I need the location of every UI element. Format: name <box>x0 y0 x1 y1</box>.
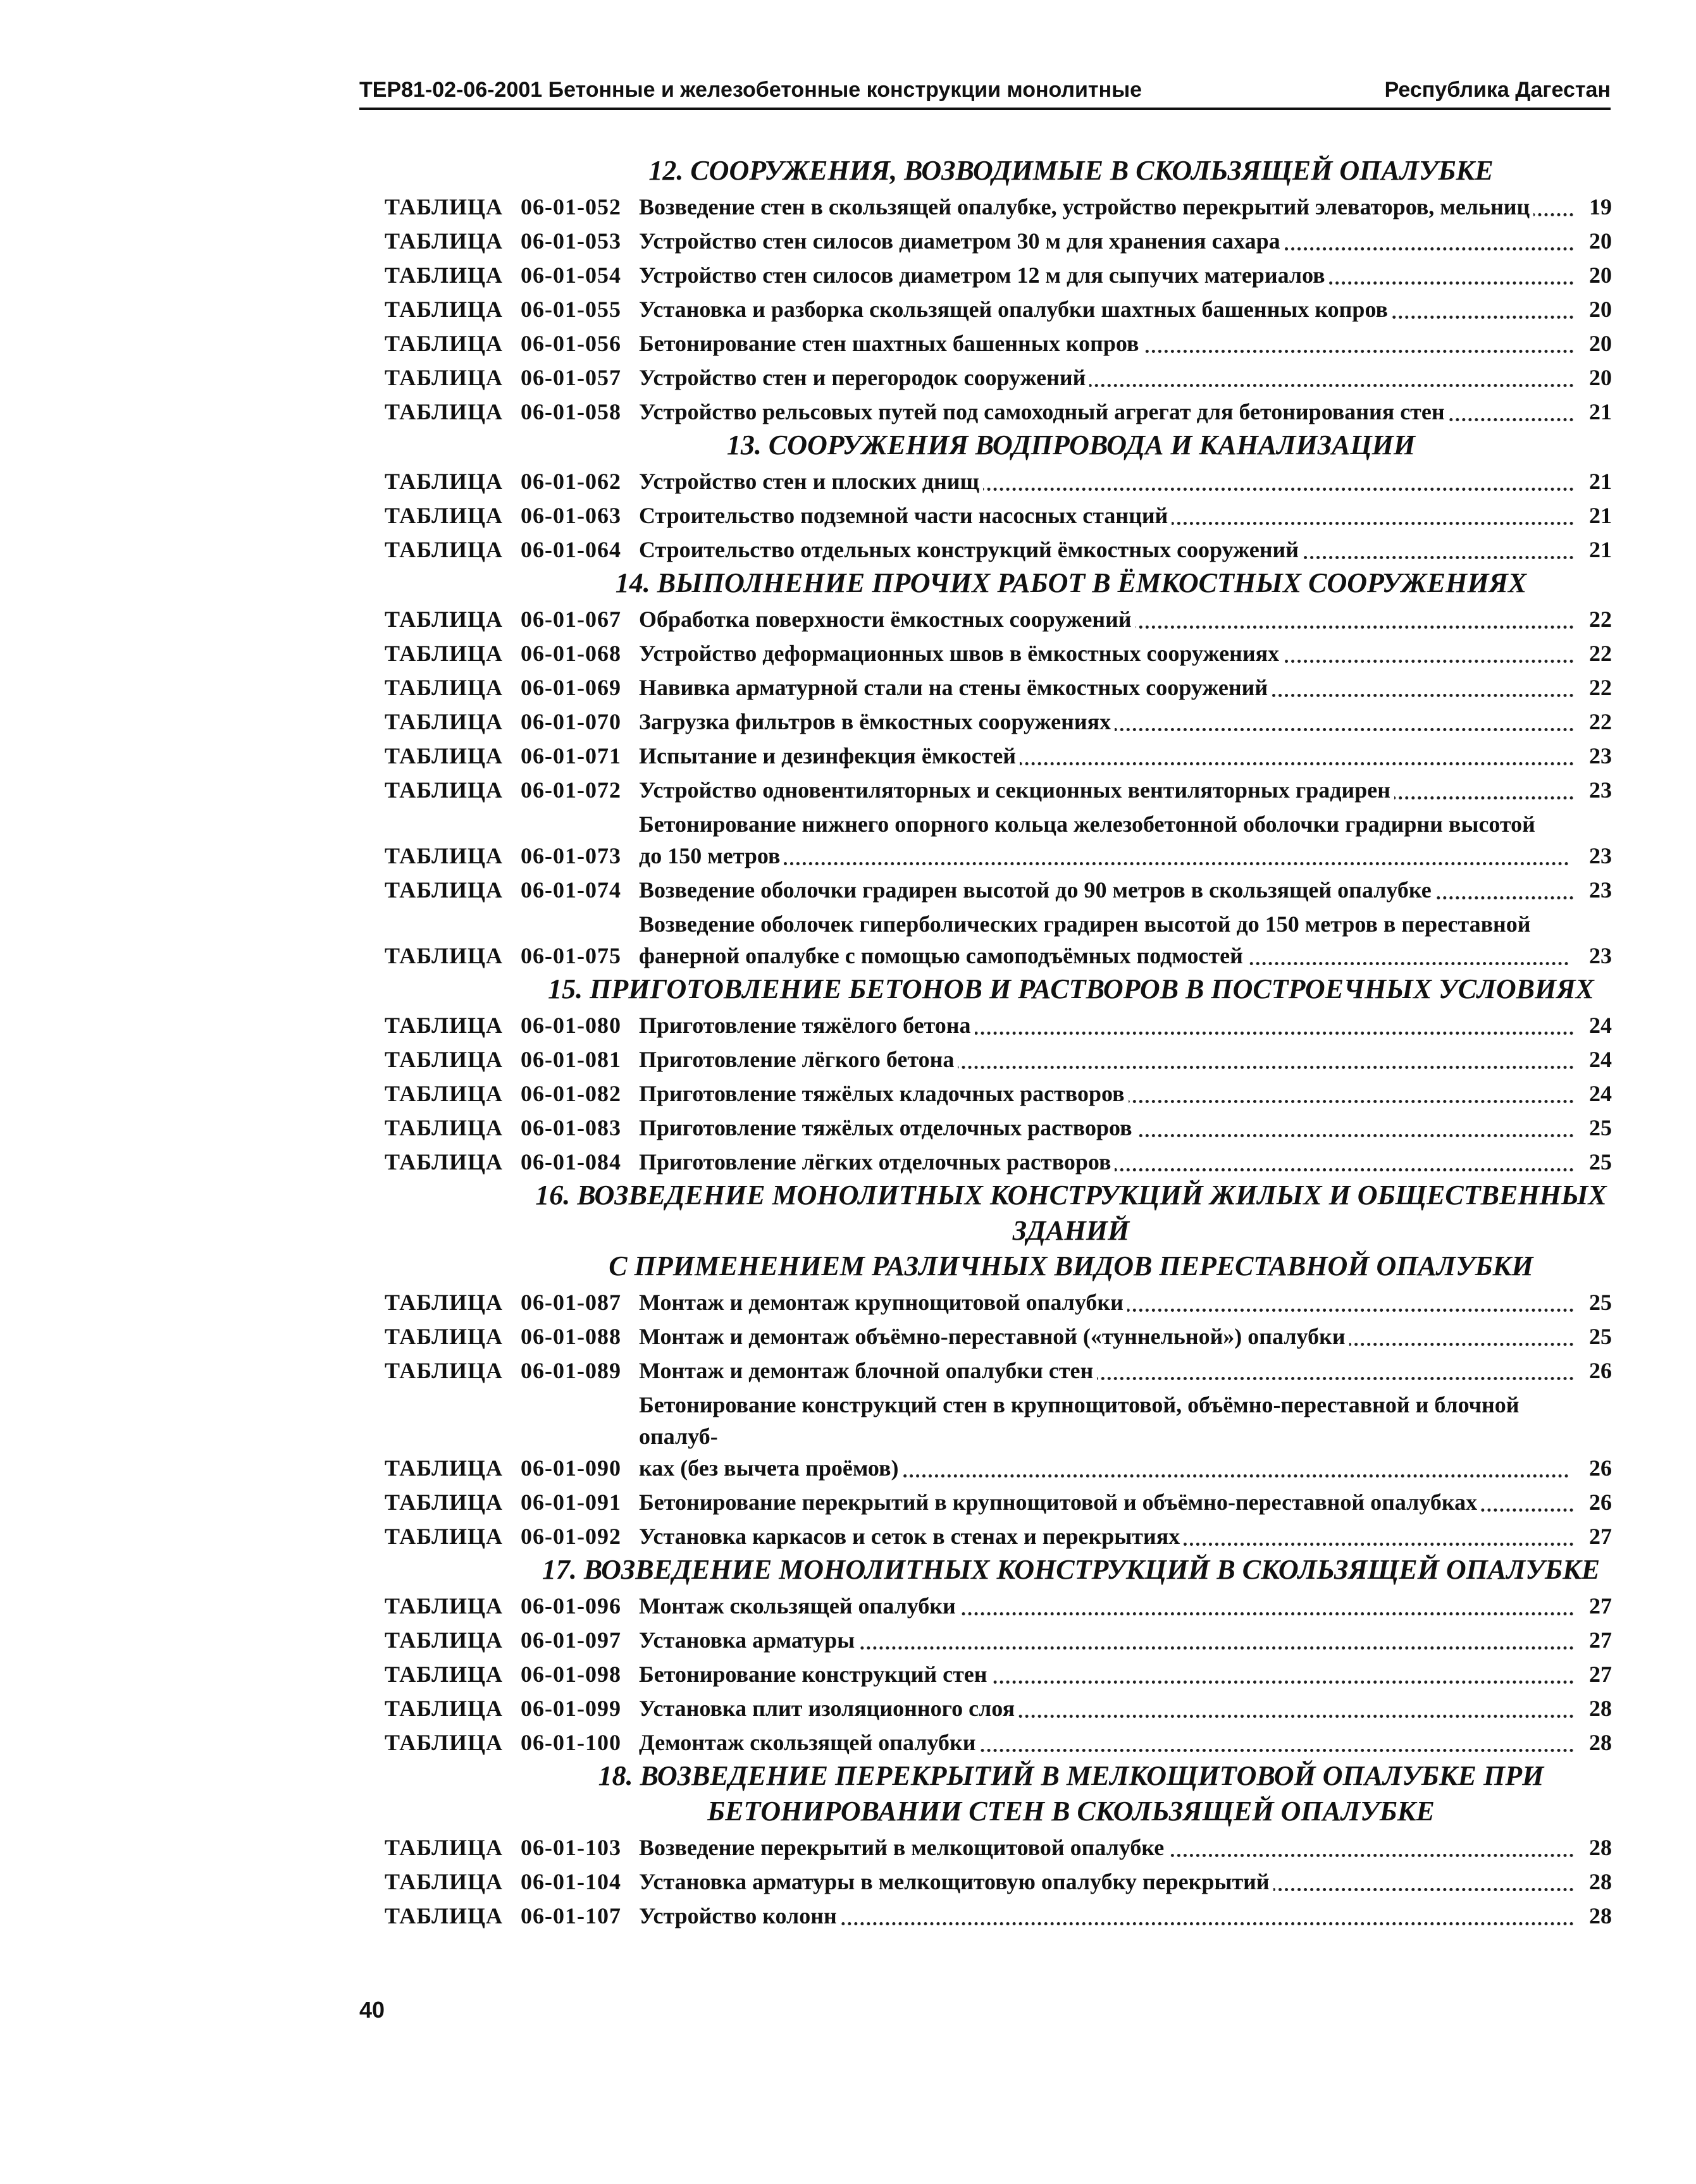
entry-title-line1: Бетонирование нижнего опорного кольца железобетонной оболочки градирни высотой <box>639 811 1535 837</box>
entry-code: 06-01-069 <box>521 675 621 700</box>
entry-keyword: ТАБЛИЦА <box>385 1730 503 1755</box>
entry-page-number: 28 <box>1589 1730 1612 1755</box>
entry-keyword: ТАБЛИЦА <box>385 675 503 700</box>
entry-code: 06-01-089 <box>521 1358 621 1383</box>
toc-entry[interactable] <box>385 1078 1612 1109</box>
entry-keyword: ТАБЛИЦА <box>385 194 503 219</box>
toc-entry[interactable] <box>385 1693 1612 1724</box>
entry-keyword: ТАБЛИЦА <box>385 777 503 803</box>
entry-title-text: Приготовление тяжёлых отделочных растворов <box>639 1115 1136 1140</box>
entry-title-text: Установка плит изоляционного слоя <box>639 1696 1018 1721</box>
entry-keyword: ТАБЛИЦА <box>385 1081 503 1106</box>
entry-title-text: Приготовление лёгких отделочных растворов <box>639 1149 1115 1175</box>
entry-page-number: 23 <box>1589 943 1612 968</box>
entry-keyword: ТАБЛИЦА <box>385 1662 503 1687</box>
entry-code: 06-01-057 <box>521 365 621 390</box>
entry-code: 06-01-070 <box>521 709 621 734</box>
entry-code: 06-01-068 <box>521 641 621 666</box>
toc-entry[interactable] <box>385 638 1612 669</box>
entry-title <box>639 740 1574 772</box>
entry-page-number: 25 <box>1589 1324 1612 1349</box>
entry-title-line2: ках (без вычета проёмов) <box>639 1455 902 1481</box>
section-heading: 16. ВОЗВЕДЕНИЕ МОНОЛИТНЫХ КОНСТРУКЦИЙ ЖИЛЫХ И ОБЩЕСТВЕННЫХ ЗДАНИЙ <box>535 1180 1607 1246</box>
entry-title-line2: фанерной опалубке с помощью самоподъёмных подмостей <box>639 943 1247 968</box>
entry-code: 06-01-071 <box>521 743 621 768</box>
entry-code: 06-01-058 <box>521 399 621 424</box>
entry-page-number: 27 <box>1589 1662 1612 1687</box>
entry-title-text: Установка и разборка скользящей опалубки шахтных башенных копров <box>639 297 1392 322</box>
entry-code: 06-01-082 <box>521 1081 621 1106</box>
entry-title-text: Устройство колонн <box>639 1903 841 1928</box>
entry-title <box>639 293 1574 325</box>
entry-title-text: Приготовление тяжёлых кладочных растворов <box>639 1081 1129 1106</box>
entry-title <box>639 672 1574 703</box>
entry-page-number: 28 <box>1589 1903 1612 1928</box>
toc-entry[interactable] <box>385 1009 1612 1041</box>
entry-title <box>639 225 1574 257</box>
entry-keyword: ТАБЛИЦА <box>385 262 503 288</box>
entry-title <box>639 874 1574 906</box>
entry-keyword: ТАБЛИЦА <box>385 709 503 734</box>
entry-keyword: ТАБЛИЦА <box>385 1524 503 1549</box>
entry-title-text: Устройство рельсовых путей под самоходный агрегат для бетонирования стен <box>639 399 1449 424</box>
entry-page-number: 24 <box>1589 1081 1612 1106</box>
entry-code: 06-01-062 <box>521 469 621 494</box>
toc-entry[interactable] <box>385 328 1612 359</box>
entry-code: 06-01-083 <box>521 1115 621 1140</box>
entry-title-text: Строительство подземной части насосных станций <box>639 503 1172 528</box>
entry-title <box>639 259 1574 291</box>
entry-code: 06-01-055 <box>521 297 621 322</box>
page-header <box>359 68 1611 110</box>
entry-code: 06-01-064 <box>521 537 621 562</box>
entry-keyword: ТАБЛИЦА <box>385 331 503 356</box>
toc-entry[interactable] <box>385 1355 1612 1386</box>
entry-page-number: 19 <box>1589 194 1612 219</box>
entry-code: 06-01-084 <box>521 1149 621 1175</box>
entry-title-text: Устройство стен и перегородок сооружений <box>639 365 1089 390</box>
entry-page-number: 21 <box>1589 399 1612 424</box>
entry-title-text: Устройство стен и плоских днищ <box>639 469 983 494</box>
toc-entry[interactable] <box>385 908 1612 972</box>
section-heading: 12. СООРУЖЕНИЯ, ВОЗВОДИМЫЕ В СКОЛЬЗЯЩЕЙ ОПАЛУБКЕ <box>648 155 1494 186</box>
entry-page-number: 20 <box>1589 297 1612 322</box>
entry-title <box>639 1044 1574 1075</box>
entry-title-text: Установка каркасов и сеток в стенах и перекрытиях <box>639 1524 1184 1549</box>
entry-code: 06-01-103 <box>521 1835 621 1860</box>
entry-code: 06-01-092 <box>521 1524 621 1549</box>
entry-code: 06-01-100 <box>521 1730 621 1755</box>
entry-code: 06-01-067 <box>521 607 621 632</box>
entry-keyword: ТАБЛИЦА <box>385 607 503 632</box>
entry-code: 06-01-053 <box>521 228 621 254</box>
entry-page-number: 25 <box>1589 1149 1612 1175</box>
entry-keyword: ТАБЛИЦА <box>385 1593 503 1619</box>
entry-keyword: ТАБЛИЦА <box>385 399 503 424</box>
toc-entry[interactable] <box>385 1321 1612 1352</box>
entry-title-text: Бетонирование стен шахтных башенных копров <box>639 331 1142 356</box>
entry-page-number: 27 <box>1589 1627 1612 1653</box>
toc-entry[interactable] <box>385 1044 1612 1075</box>
entry-title <box>639 1590 1574 1622</box>
entry-keyword: ТАБЛИЦА <box>385 228 503 254</box>
entry-title-text: Установка арматуры в мелкощитовую опалубку перекрытий <box>639 1869 1273 1894</box>
entry-page-number: 23 <box>1589 777 1612 803</box>
entry-code: 06-01-104 <box>521 1869 621 1894</box>
entry-title <box>639 362 1574 393</box>
entry-code: 06-01-054 <box>521 262 621 288</box>
entry-page-number: 23 <box>1589 877 1612 903</box>
toc-entry[interactable] <box>385 603 1612 635</box>
entry-code: 06-01-052 <box>521 194 621 219</box>
entry-code: 06-01-074 <box>521 877 621 903</box>
entry-title <box>639 1078 1574 1109</box>
entry-page-number: 22 <box>1589 607 1612 632</box>
header-region: Республика Дагестан <box>1384 78 1611 102</box>
entry-page-number: 20 <box>1589 365 1612 390</box>
entry-page-number: 28 <box>1589 1835 1612 1860</box>
entry-code: 06-01-056 <box>521 331 621 356</box>
entry-page-number: 27 <box>1589 1593 1612 1619</box>
entry-page-number: 20 <box>1589 262 1612 288</box>
entry-keyword: ТАБЛИЦА <box>385 1013 503 1038</box>
entry-code: 06-01-072 <box>521 777 621 803</box>
entry-title-text: Монтаж и демонтаж блочной опалубки стен <box>639 1358 1097 1383</box>
entry-keyword: ТАБЛИЦА <box>385 1324 503 1349</box>
toc-entry[interactable] <box>385 874 1612 906</box>
section-heading: С ПРИМЕНЕНИЕМ РАЗЛИЧНЫХ ВИДОВ ПЕРЕСТАВНОЙ ОПАЛУБКИ <box>609 1250 1533 1281</box>
entry-page-number: 23 <box>1589 843 1612 868</box>
entry-title-text: Монтаж скользящей опалубки <box>639 1593 960 1619</box>
entry-title-text: Бетонирование конструкций стен <box>639 1662 991 1687</box>
entry-keyword: ТАБЛИЦА <box>385 743 503 768</box>
entry-code: 06-01-075 <box>521 943 621 968</box>
entry-page-number: 28 <box>1589 1869 1612 1894</box>
toc-entry[interactable] <box>385 1866 1612 1897</box>
section-heading: 17. ВОЗВЕДЕНИЕ МОНОЛИТНЫХ КОНСТРУКЦИЙ В СКОЛЬЗЯЩЕЙ ОПАЛУБКЕ <box>542 1554 1600 1585</box>
entry-page-number: 22 <box>1589 675 1612 700</box>
toc-entry[interactable] <box>385 1590 1612 1622</box>
entry-title <box>639 191 1574 223</box>
entry-keyword: ТАБЛИЦА <box>385 1696 503 1721</box>
entry-title <box>639 603 1574 635</box>
section-heading: 13. СООРУЖЕНИЯ ВОДПРОВОДА И КАНАЛИЗАЦИИ <box>726 429 1416 460</box>
entry-keyword: ТАБЛИЦА <box>385 1455 503 1481</box>
entry-title <box>639 1658 1574 1690</box>
toc-entry[interactable] <box>385 706 1612 737</box>
toc-entry[interactable] <box>385 808 1612 872</box>
toc-entry[interactable] <box>385 774 1612 806</box>
toc-entry[interactable] <box>385 1900 1612 1932</box>
entry-keyword: ТАБЛИЦА <box>385 1149 503 1175</box>
entry-title-text: Устройство стен силосов диаметром 12 м для сыпучих материалов <box>639 262 1329 288</box>
entry-title <box>639 1486 1574 1518</box>
entry-code: 06-01-098 <box>521 1662 621 1687</box>
toc-entry[interactable] <box>385 740 1612 772</box>
table-of-contents <box>385 153 1612 1932</box>
entry-keyword: ТАБЛИЦА <box>385 1290 503 1315</box>
entry-page-number: 25 <box>1589 1115 1612 1140</box>
section-heading: 15. ПРИГОТОВЛЕНИЕ БЕТОНОВ И РАСТВОРОВ В ПОСТРОЕЧНЫХ УСЛОВИЯХ <box>548 973 1594 1004</box>
entry-title-line2: до 150 метров <box>639 843 784 868</box>
toc-entry[interactable] <box>385 1624 1612 1656</box>
entry-keyword: ТАБЛИЦА <box>385 943 503 968</box>
toc-entry[interactable] <box>385 466 1612 497</box>
page-number: 40 <box>359 1997 385 2023</box>
entry-keyword: ТАБЛИЦА <box>385 641 503 666</box>
entry-title-text: Демонтаж скользящей опалубки <box>639 1730 980 1755</box>
entry-title <box>639 706 1574 737</box>
entry-keyword: ТАБЛИЦА <box>385 1869 503 1894</box>
entry-code: 06-01-090 <box>521 1455 621 1481</box>
entry-page-number: 23 <box>1589 743 1612 768</box>
entry-page-number: 20 <box>1589 331 1612 356</box>
entry-keyword: ТАБЛИЦА <box>385 843 503 868</box>
entry-code: 06-01-091 <box>521 1490 621 1515</box>
entry-title <box>639 1355 1574 1386</box>
entry-page-number: 26 <box>1589 1490 1612 1515</box>
entry-title <box>639 1624 1574 1656</box>
entry-page-number: 22 <box>1589 641 1612 666</box>
entry-title-text: Бетонирование перекрытий в крупнощитовой и объёмно-переставной опалубках <box>639 1490 1481 1515</box>
entry-code: 06-01-088 <box>521 1324 621 1349</box>
entry-title-text: Строительство отдельных конструкций ёмкостных сооружений <box>639 537 1303 562</box>
entry-title <box>639 908 1574 972</box>
entry-title <box>639 1727 1574 1758</box>
entry-keyword: ТАБЛИЦА <box>385 1903 503 1928</box>
entry-code: 06-01-081 <box>521 1047 621 1072</box>
entry-page-number: 26 <box>1589 1455 1612 1481</box>
entry-title <box>639 1521 1574 1552</box>
entry-page-number: 21 <box>1589 503 1612 528</box>
entry-page-number: 28 <box>1589 1696 1612 1721</box>
entry-title <box>639 1146 1574 1178</box>
toc-entry[interactable] <box>385 1832 1612 1863</box>
entry-title <box>639 1286 1574 1318</box>
toc-entry[interactable] <box>385 500 1612 531</box>
section-heading: 14. ВЫПОЛНЕНИЕ ПРОЧИХ РАБОТ В ЁМКОСТНЫХ СООРУЖЕНИЯХ <box>615 567 1527 598</box>
entry-title <box>639 1832 1574 1863</box>
entry-title <box>639 1866 1574 1897</box>
entry-title <box>639 638 1574 669</box>
entry-title-text: Приготовление тяжёлого бетона <box>639 1013 975 1038</box>
entry-code: 06-01-080 <box>521 1013 621 1038</box>
toc-entry[interactable] <box>385 1112 1612 1144</box>
entry-keyword: ТАБЛИЦА <box>385 877 503 903</box>
entry-code: 06-01-099 <box>521 1696 621 1721</box>
section-heading: 18. ВОЗВЕДЕНИЕ ПЕРЕКРЫТИЙ В МЕЛКОЩИТОВОЙ ОПАЛУБКЕ ПРИ <box>598 1760 1544 1791</box>
toc-entry[interactable] <box>385 1286 1612 1318</box>
entry-title-text: Возведение стен в скользящей опалубке, устройство перекрытий элеваторов, мельниц <box>639 194 1533 219</box>
entry-title <box>639 1693 1574 1724</box>
entry-keyword: ТАБЛИЦА <box>385 1627 503 1653</box>
section-heading: БЕТОНИРОВАНИИ СТЕН В СКОЛЬЗЯЩЕЙ ОПАЛУБКЕ <box>707 1796 1435 1827</box>
toc-entry[interactable] <box>385 1521 1612 1552</box>
entry-title-text: Загрузка фильтров в ёмкостных сооружениях <box>639 709 1115 734</box>
entry-title-text: Приготовление лёгкого бетона <box>639 1047 958 1072</box>
entry-title-text: Устройство деформационных швов в ёмкостных сооружениях <box>639 641 1283 666</box>
header-title: ТЕР81-02-06-2001 Бетонные и железобетонные конструкции монолитные <box>359 78 1142 102</box>
entry-title <box>639 466 1574 497</box>
entry-keyword: ТАБЛИЦА <box>385 1490 503 1515</box>
entry-page-number: 26 <box>1589 1358 1612 1383</box>
entry-title-text: Обработка поверхности ёмкостных сооружений <box>639 607 1136 632</box>
toc-entry[interactable] <box>385 191 1612 223</box>
entry-code: 06-01-063 <box>521 503 621 528</box>
entry-code: 06-01-073 <box>521 843 621 868</box>
entry-code: 06-01-087 <box>521 1290 621 1315</box>
entry-title <box>639 1389 1574 1484</box>
entry-title <box>639 500 1574 531</box>
entry-title <box>639 396 1574 428</box>
entry-keyword: ТАБЛИЦА <box>385 297 503 322</box>
toc-entry[interactable] <box>385 362 1612 393</box>
entry-keyword: ТАБЛИЦА <box>385 365 503 390</box>
entry-title <box>639 328 1574 359</box>
entry-page-number: 25 <box>1589 1290 1612 1315</box>
toc-entry[interactable] <box>385 1389 1612 1484</box>
entry-page-number: 27 <box>1589 1524 1612 1549</box>
entry-title <box>639 1112 1574 1144</box>
entry-title <box>639 1009 1574 1041</box>
entry-page-number: 20 <box>1589 228 1612 254</box>
toc-entry[interactable] <box>385 259 1612 291</box>
toc-entry[interactable] <box>385 396 1612 428</box>
entry-keyword: ТАБЛИЦА <box>385 1115 503 1140</box>
entry-page-number: 21 <box>1589 537 1612 562</box>
entry-keyword: ТАБЛИЦА <box>385 1047 503 1072</box>
entry-page-number: 22 <box>1589 709 1612 734</box>
entry-title-text: Устройство одновентиляторных и секционных вентиляторных градирен <box>639 777 1394 803</box>
entry-title <box>639 1321 1574 1352</box>
entry-title-line1: Бетонирование конструкций стен в крупнощитовой, объёмно-переставной и блочной опалуб- <box>639 1392 1520 1449</box>
entry-page-number: 21 <box>1589 469 1612 494</box>
entry-title-text: Монтаж и демонтаж объёмно-переставной («туннельной») опалубки <box>639 1324 1349 1349</box>
toc-entry[interactable] <box>385 1658 1612 1690</box>
entry-code: 06-01-096 <box>521 1593 621 1619</box>
toc-entry[interactable] <box>385 534 1612 565</box>
entry-keyword: ТАБЛИЦА <box>385 537 503 562</box>
entry-title-text: Монтаж и демонтаж крупнощитовой опалубки <box>639 1290 1127 1315</box>
toc-entry[interactable] <box>385 225 1612 257</box>
entry-title-text: Навивка арматурной стали на стены ёмкостных сооружений <box>639 675 1272 700</box>
toc-entry[interactable] <box>385 672 1612 703</box>
toc-entry[interactable] <box>385 1486 1612 1518</box>
entry-title-text: Испытание и дезинфекция ёмкостей <box>639 743 1020 768</box>
entry-keyword: ТАБЛИЦА <box>385 1835 503 1860</box>
entry-title-text: Устройство стен силосов диаметром 30 м для хранения сахара <box>639 228 1284 254</box>
entry-title-text: Установка арматуры <box>639 1627 858 1653</box>
toc-entry[interactable] <box>385 293 1612 325</box>
entry-keyword: ТАБЛИЦА <box>385 503 503 528</box>
entry-page-number: 24 <box>1589 1047 1612 1072</box>
entry-page-number: 24 <box>1589 1013 1612 1038</box>
entry-code: 06-01-107 <box>521 1903 621 1928</box>
entry-title <box>639 534 1574 565</box>
entry-keyword: ТАБЛИЦА <box>385 469 503 494</box>
entry-keyword: ТАБЛИЦА <box>385 1358 503 1383</box>
entry-title-text: Возведение оболочки градирен высотой до 90 метров в скользящей опалубке <box>639 877 1435 903</box>
entry-code: 06-01-097 <box>521 1627 621 1653</box>
entry-title <box>639 774 1574 806</box>
toc-entry[interactable] <box>385 1146 1612 1178</box>
toc-entry[interactable] <box>385 1727 1612 1758</box>
entry-title-line1: Возведение оболочек гиперболических градирен высотой до 150 метров в переставной <box>639 911 1531 937</box>
entry-title <box>639 808 1574 872</box>
entry-title-text: Возведение перекрытий в мелкощитовой опалубке <box>639 1835 1168 1860</box>
entry-title <box>639 1900 1574 1932</box>
